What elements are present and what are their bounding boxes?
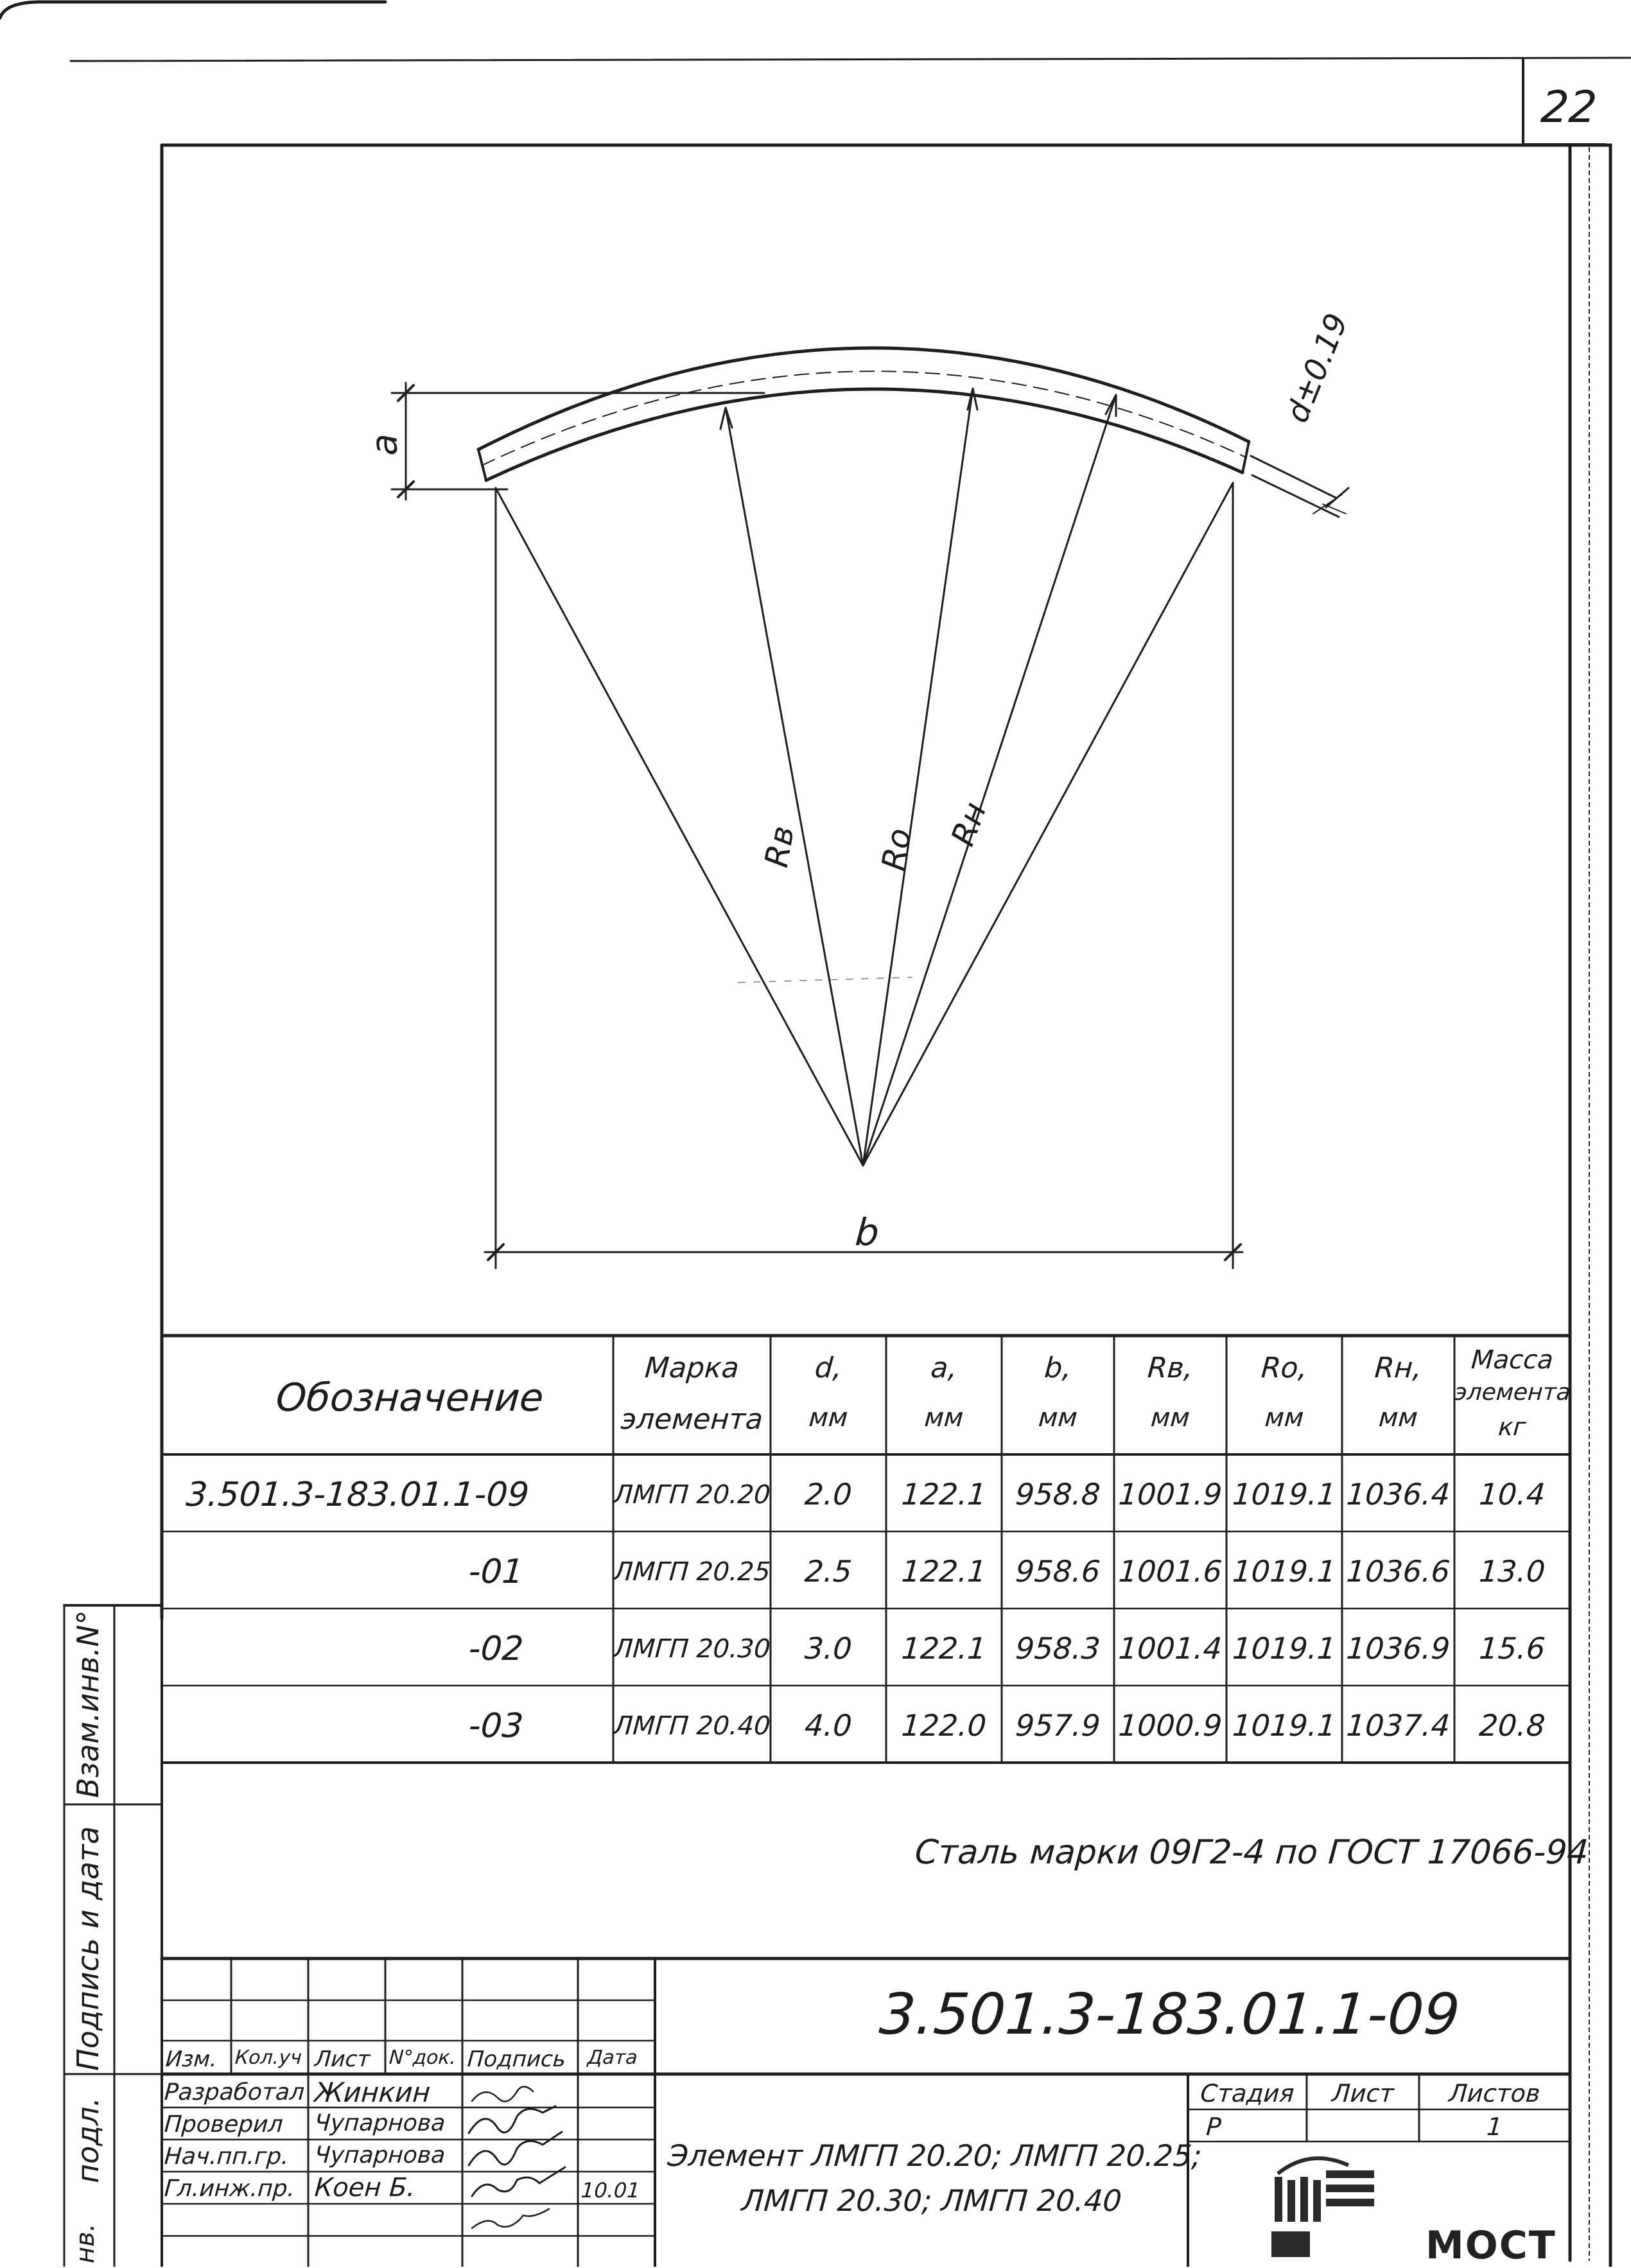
row-rn: 1036.6 [1345, 1554, 1451, 1589]
row-rn: 1037.4 [1345, 1708, 1451, 1743]
radius-ro-label: Rо [875, 825, 919, 874]
change-header-podpis: Подпись [466, 2046, 567, 2072]
header-d: d, [814, 1352, 843, 1384]
row-b: 957.9 [1014, 1708, 1102, 1743]
row-ro: 1019.1 [1231, 1631, 1338, 1666]
header-rv-unit: мм [1149, 1403, 1191, 1433]
radius-rn-line [863, 395, 1116, 1165]
row-ro: 1019.1 [1231, 1708, 1338, 1743]
side-stamp-podpis: Подпись и дата [71, 1826, 105, 2071]
thickness-label: d±0.19 [1279, 308, 1356, 428]
signature-2 [469, 2106, 555, 2133]
header-mark-line1: Марка [643, 1352, 740, 1384]
row-b: 958.8 [1014, 1477, 1102, 1512]
signature-3 [469, 2132, 562, 2165]
header-d-unit: мм [808, 1403, 849, 1433]
sheets-value: 1 [1485, 2113, 1504, 2141]
role-name: Чупарнова [313, 2142, 446, 2168]
row-designation: -01 [467, 1553, 525, 1591]
header-b: b, [1043, 1352, 1073, 1384]
side-stamp-vzam: Взам.инв.N° [71, 1610, 105, 1798]
change-header-list: Лист [313, 2046, 371, 2072]
row-mass: 13.0 [1478, 1554, 1547, 1589]
row-rn: 1036.4 [1345, 1477, 1451, 1512]
row-mass: 20.8 [1478, 1708, 1547, 1743]
change-header-ndok: N°док. [388, 2046, 457, 2069]
change-header-koluch: Кол.уч [234, 2046, 303, 2069]
arc-outer-edge [478, 348, 1249, 449]
title-line-1: Элемент ЛМГП 20.20; ЛМГП 20.25; [667, 2138, 1203, 2173]
row-designation: -02 [467, 1630, 525, 1668]
role-label: Нач.пп.гр. [163, 2143, 290, 2170]
radius-ro-line [863, 388, 973, 1165]
header-ro-unit: мм [1264, 1403, 1305, 1433]
row-d: 4.0 [803, 1708, 853, 1743]
header-rn-unit: мм [1377, 1403, 1419, 1433]
row-designation: -03 [467, 1707, 525, 1745]
arc-center-line [482, 371, 1246, 466]
row-a: 122.1 [900, 1554, 988, 1589]
row-mark: ЛМГП 20.25 [612, 1557, 772, 1587]
row-designation: 3.501.3-183.01.1-09 [184, 1476, 530, 1514]
header-mass-unit: кг [1497, 1413, 1527, 1441]
side-stamp-podl: подл. [71, 2097, 105, 2183]
header-mark-line2: элемента [620, 1403, 764, 1436]
header-a: a, [929, 1352, 959, 1384]
row-rv: 1001.6 [1117, 1554, 1223, 1589]
change-header-izm: Изм. [164, 2046, 218, 2072]
material-note: Сталь марки 09Г2-4 по ГОСТ 17066-94 [913, 1833, 1590, 1872]
row-mass: 15.6 [1478, 1631, 1547, 1666]
role-name: Жинкин [313, 2077, 432, 2108]
header-rn: Rн, [1374, 1352, 1423, 1384]
row-a: 122.1 [900, 1631, 988, 1666]
role-name: Чупарнова [313, 2110, 446, 2136]
radius-rn-label: Rн [944, 797, 994, 851]
row-rn: 1036.9 [1345, 1631, 1451, 1666]
radius-rv-label: Rв [758, 823, 802, 871]
row-rv: 1001.4 [1117, 1631, 1223, 1666]
dimension-a-label: a [363, 433, 406, 456]
header-mass-line2: элемента [1453, 1379, 1572, 1406]
title-line-2: ЛМГП 20.30; ЛМГП 20.40 [740, 2183, 1123, 2218]
header-mass-line1: Масса [1470, 1345, 1555, 1375]
role-label: Гл.инж.пр. [163, 2176, 296, 2202]
row-b: 958.3 [1014, 1631, 1102, 1666]
header-ro: Rо, [1260, 1352, 1309, 1384]
stage-value: Р [1205, 2113, 1222, 2141]
row-ro: 1019.1 [1231, 1554, 1338, 1589]
sheet-header: Лист [1330, 2079, 1395, 2107]
document-code: 3.501.3-183.01.1-09 [877, 1981, 1462, 2047]
row-rv: 1000.9 [1117, 1708, 1223, 1743]
role-date: 10.01 [580, 2178, 641, 2203]
company-logo [1271, 2158, 1374, 2257]
stage-header: Стадия [1199, 2079, 1295, 2107]
scan-top-edge [0, 2, 385, 18]
row-mark: ЛМГП 20.20 [612, 1480, 772, 1510]
role-label: Разработал [163, 2079, 306, 2106]
side-stamp-inv: нв. [71, 2223, 100, 2264]
dimension-b-label: b [853, 1210, 881, 1254]
row-mark: ЛМГП 20.40 [612, 1711, 772, 1741]
row-d: 2.5 [803, 1554, 853, 1589]
row-d: 2.0 [803, 1477, 853, 1512]
row-a: 122.1 [900, 1477, 988, 1512]
header-a-unit: мм [923, 1403, 964, 1433]
signature-1 [472, 2087, 533, 2102]
main-frame [162, 145, 1610, 2267]
row-rv: 1001.9 [1117, 1477, 1223, 1512]
header-b-unit: мм [1037, 1403, 1079, 1433]
row-a: 122.0 [900, 1708, 988, 1743]
row-ro: 1019.1 [1231, 1477, 1338, 1512]
change-header-data: Дата [586, 2046, 638, 2069]
radius-rv-line [726, 408, 863, 1165]
row-mark: ЛМГП 20.30 [612, 1634, 772, 1664]
role-name: Коен Б. [313, 2173, 417, 2203]
sheets-header: Листов [1447, 2079, 1542, 2107]
arc-inner-edge [486, 389, 1243, 480]
header-rv: Rв, [1146, 1352, 1194, 1384]
sheet-number: 22 [1539, 82, 1599, 133]
company-name: МОСТ [1426, 2223, 1557, 2268]
row-d: 3.0 [803, 1631, 853, 1666]
header-designation: Обозначение [274, 1375, 545, 1420]
row-b: 958.6 [1014, 1554, 1102, 1589]
row-mass: 10.4 [1478, 1477, 1547, 1512]
role-label: Проверил [163, 2111, 284, 2138]
